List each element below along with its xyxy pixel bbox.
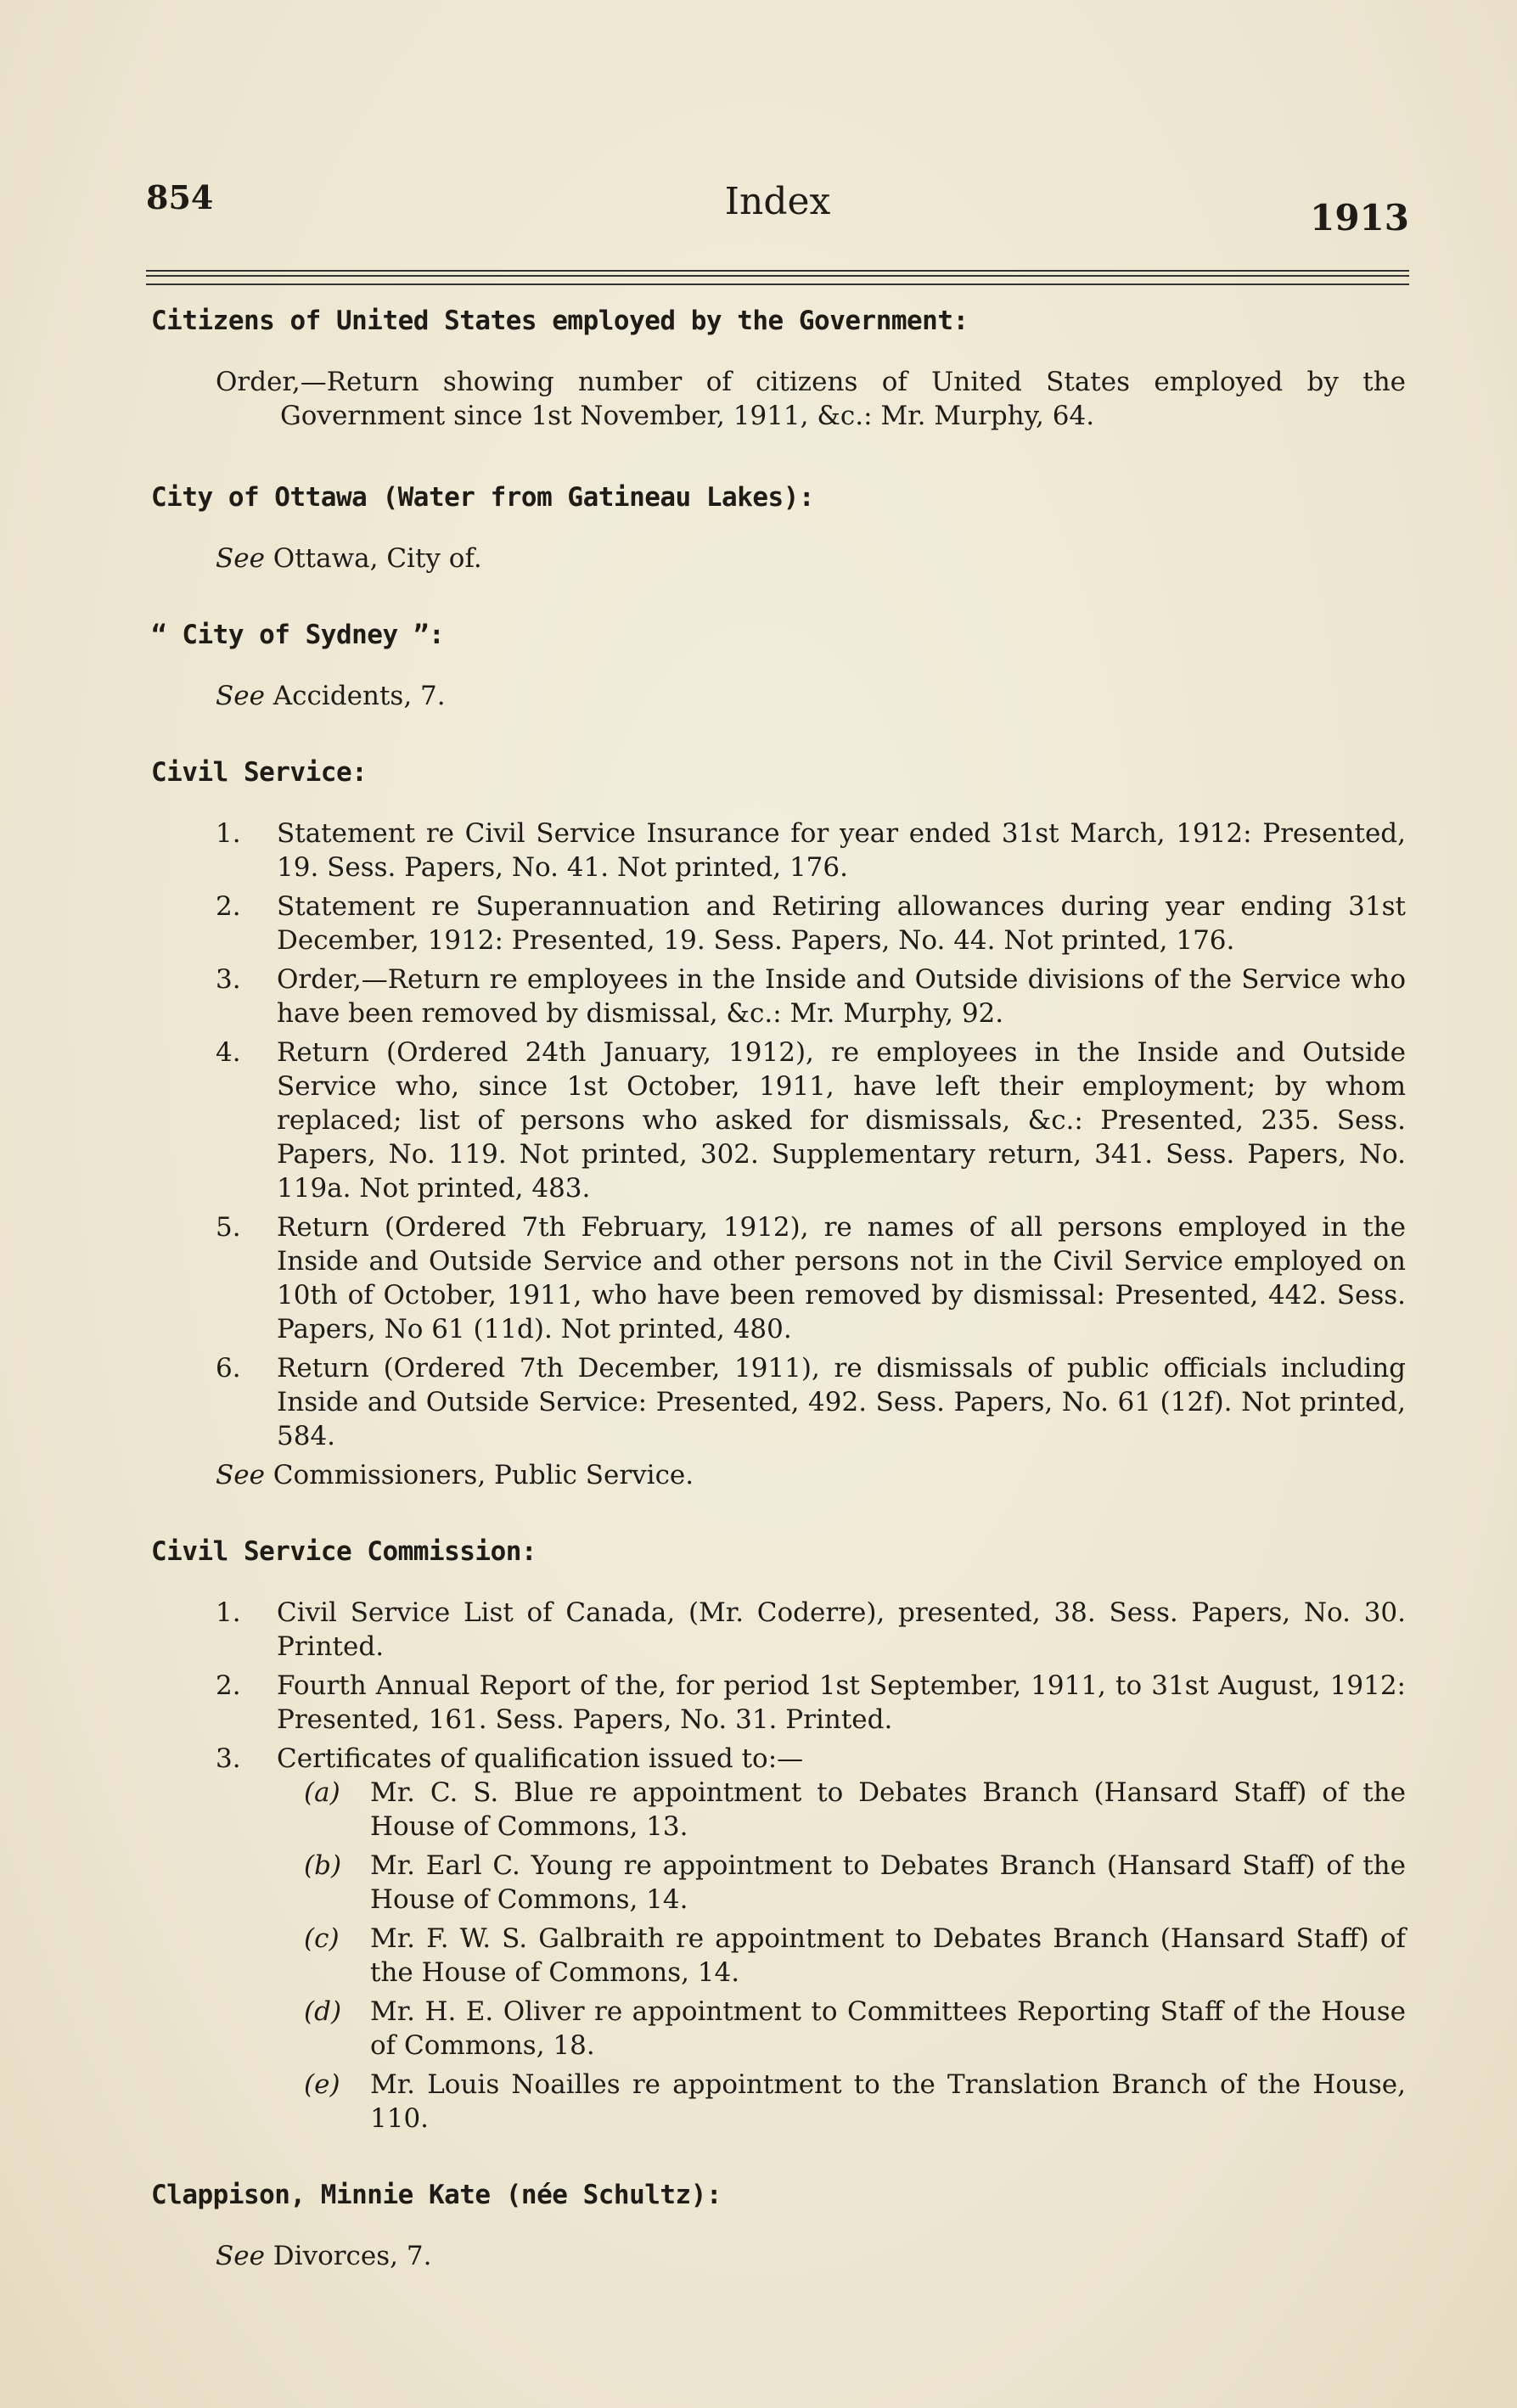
item-number: 2.: [216, 891, 241, 922]
subitem-letter: (e): [304, 2069, 340, 2100]
see-target: Commissioners, Public Service.: [272, 1460, 694, 1490]
list-item: [216, 890, 1406, 957]
civil-service-items: [216, 817, 1406, 1453]
entry-title: City of Ottawa (Water from Gatineau Lakes):: [151, 482, 815, 513]
header-rule: [146, 270, 1409, 277]
sub-list-item: [304, 1776, 1406, 1844]
entry-text: Order,—Return showing number of citizens of United States employed by the Government since 1st November, 1911, &c.: Mr. Murphy, 64.: [216, 367, 1406, 431]
header-rule-secondary: [146, 283, 1409, 285]
item-text: Return (Ordered 24th January, 1912), re employees in the Inside and Outside Service who, since 1st October, 1911, have left their employment; by whom replaced; list of persons who asked for dismissals, &c.: Presented, 235. Sess. Papers, No. 119. Not printed, 302. Supplementary return, 341. Sess. Papers, No. 119a. Not printed, 483.: [277, 1037, 1406, 1204]
see-target: Ottawa, City of.: [272, 543, 482, 574]
item-number: 2.: [216, 1670, 241, 1701]
item-text: Return (Ordered 7th December, 1911), re dismissals of public officials including Inside and Outside Service: Presented, 492. Sess. Papers, No. 61 (12f). Not printed, 584.: [277, 1353, 1406, 1451]
item-number: 4.: [216, 1037, 241, 1068]
see-reference: [216, 542, 1406, 575]
list-item: [216, 1351, 1406, 1453]
list-item: [216, 1596, 1406, 1664]
see-word: See: [216, 1460, 265, 1490]
subitem-text: Mr. F. W. S. Galbraith re appointment to Debates Branch (Hansard Staff) of the House of Commons, 14.: [370, 1923, 1406, 1988]
see-reference: [216, 679, 1406, 713]
list-item: [216, 1210, 1406, 1346]
index-content: [151, 306, 1406, 2317]
index-entry-civil-service-commission: [151, 1536, 1406, 2136]
index-entry-citizens: [151, 306, 1406, 433]
entry-title: Civil Service:: [151, 757, 368, 788]
subitem-letter: (c): [304, 1923, 340, 1954]
index-entry-civil-service: [151, 757, 1406, 1492]
certificate-subitems: [304, 1776, 1406, 2136]
list-item: [216, 963, 1406, 1030]
item-text: Fourth Annual Report of the, for period 1st September, 1911, to 31st August, 1912: Presented, 161. Sess. Papers, No. 31. Printed.: [277, 1670, 1406, 1735]
sub-list-item: [304, 1995, 1406, 2063]
item-number: 5.: [216, 1212, 241, 1243]
entry-title: “ City of Sydney ”:: [151, 620, 445, 650]
list-item: [216, 1742, 1406, 2136]
item-number: 1.: [216, 818, 241, 849]
list-item: [216, 1669, 1406, 1737]
item-text: Return (Ordered 7th February, 1912), re names of all persons employed in the Inside and Outside Service and other persons not in the Civil Service employed on 10th of October, 1911, who have been removed by dismissal: Presented, 442. Sess. Papers, No 61 (11d). Not printed, 480.: [277, 1212, 1406, 1344]
commission-items: [216, 1596, 1406, 2136]
see-target: Divorces, 7.: [272, 2241, 432, 2271]
item-text: Civil Service List of Canada, (Mr. Coderre), presented, 38. Sess. Papers, No. 30. Printed.: [277, 1597, 1406, 1662]
item-text: Certificates of qualification issued to:—: [277, 1743, 804, 1774]
index-entry-city-of-sydney: [151, 620, 1406, 713]
subitem-text: Mr. Louis Noailles re appointment to the Translation Branch of the House, 110.: [370, 2069, 1406, 2134]
subitem-letter: (b): [304, 1850, 342, 1881]
subitem-text: Mr. Earl C. Young re appointment to Debates Branch (Hansard Staff) of the House of Commons, 14.: [370, 1850, 1406, 1915]
see-reference: [216, 1458, 1406, 1492]
see-word: See: [216, 543, 265, 574]
page-title: Index: [724, 180, 831, 223]
page-header: [146, 170, 1409, 289]
see-word: See: [216, 681, 265, 711]
item-text: Statement re Civil Service Insurance for year ended 31st March, 1912: Presented, 19. Sess. Papers, No. 41. Not printed, 176.: [277, 818, 1406, 883]
sub-list-item: [304, 2068, 1406, 2136]
entry-title: Civil Service Commission:: [151, 1536, 537, 1567]
index-entry-city-of-ottawa: [151, 482, 1406, 575]
subitem-text: Mr. C. S. Blue re appointment to Debates Branch (Hansard Staff) of the House of Commons, 13.: [370, 1777, 1406, 1842]
item-text: Statement re Superannuation and Retiring allowances during year ending 31st December, 1912: Presented, 19. Sess. Papers, No. 44. Not printed, 176.: [277, 891, 1406, 956]
see-target: Accidents, 7.: [272, 681, 446, 711]
subitem-letter: (d): [304, 1996, 342, 2027]
index-entry-clappison: [151, 2180, 1406, 2273]
see-reference: [216, 2239, 1406, 2273]
list-item: [216, 817, 1406, 884]
subitem-text: Mr. H. E. Oliver re appointment to Committees Reporting Staff of the House of Commons, 18.: [370, 1996, 1406, 2061]
item-number: 1.: [216, 1597, 241, 1628]
sub-list-item: [304, 1849, 1406, 1917]
entry-title: Citizens of United States employed by the Government:: [151, 306, 969, 336]
list-item: [216, 1036, 1406, 1205]
item-number: 6.: [216, 1353, 241, 1384]
item-number: 3.: [216, 964, 241, 995]
see-word: See: [216, 2241, 265, 2271]
item-number: 3.: [216, 1743, 241, 1774]
subitem-letter: (a): [304, 1777, 340, 1808]
sub-list-item: [304, 1922, 1406, 1990]
header-year: 1913: [1310, 197, 1409, 239]
item-text: Order,—Return re employees in the Inside and Outside divisions of the Service who have been removed by dismissal, &c.: Mr. Murphy, 92.: [277, 964, 1406, 1029]
page-number: 854: [146, 178, 214, 216]
entry-title: Clappison, Minnie Kate (née Schultz):: [151, 2180, 722, 2210]
